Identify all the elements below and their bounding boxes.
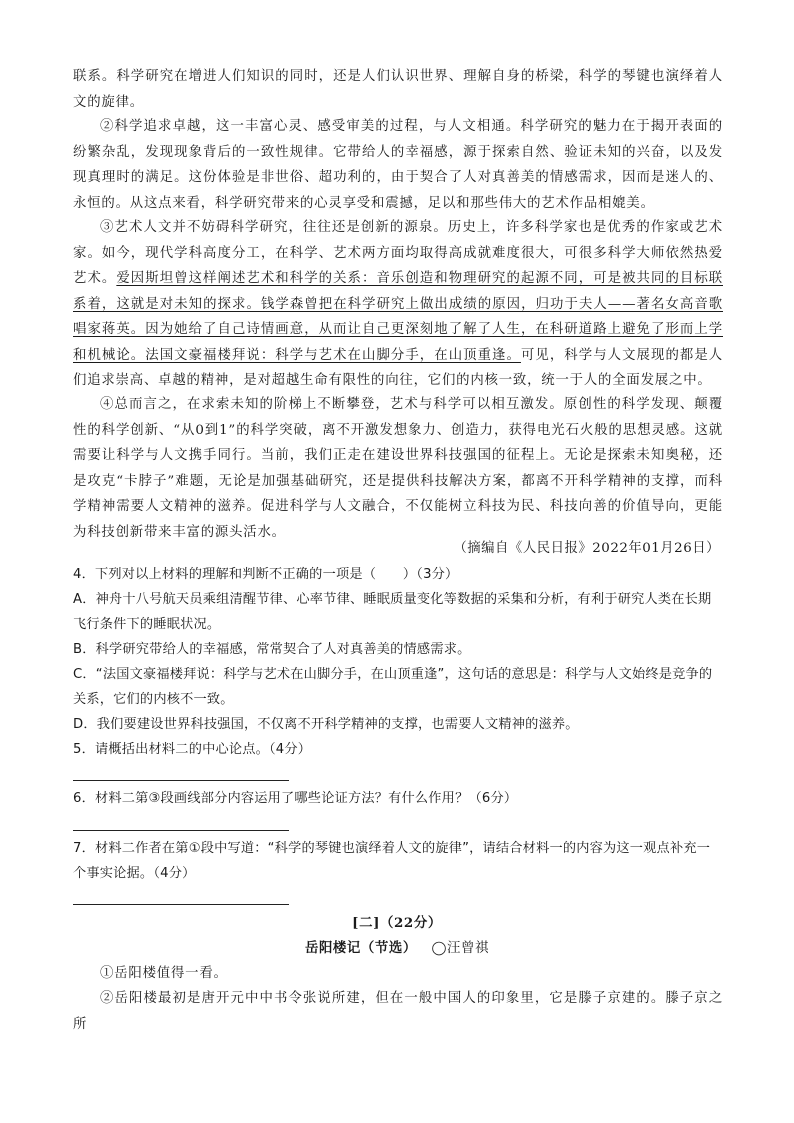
question-6: 6．材料二第③段画线部分内容运用了哪些论证方法？有什么作用？（6分） — [73, 791, 518, 806]
question-7: 7．材料二作者在第①段中写道：“科学的琴键也演绎着人文的旋律”，请结合材料一的内容为这一观点补充一个事实论据。（4分） — [73, 841, 711, 881]
passage-paragraph-continued: 联系。科学研究在增进人们知识的同时，还是人们认识世界、理解自身的桥梁，科学的琴键也演绎着人文的旋律。 — [73, 69, 723, 110]
paragraph-3-tail: 可见，科学与人文展现的都是人们追求崇高、卓越的精神，是对超越生命有限性的向往，它们的内核一致，统一于人的全面发展之中。 — [73, 347, 723, 388]
article-author: ◯汪曾祺 — [431, 941, 490, 956]
answer-line-q5 — [73, 780, 289, 781]
passage-paragraph-2: ②科学追求卓越，这一丰富心灵、感受审美的过程，与人文相通。科学研究的魅力在于揭开表面的纷繁杂乱，发现现象背后的一致性规律。它带给人的幸福感，源于探索自然、验证未知的兴奋，以及发现真理时的满足。这份体验是非世俗、超功利的，由于契合了人对真善美的情感需求，因而是迷人的、永恒的。从这点来看，科学研究带来的心灵享受和震撼，足以和那些伟大的艺术作品相媲美。 — [73, 119, 723, 211]
question-4-option-d: D．我们要建设世界科技强国，不仅离不开科学精神的支撑，也需要人文精神的滋养。 — [73, 717, 579, 732]
question-4-option-c: C．“法国文豪福楼拜说：科学与艺术在山脚分手，在山顶重逢”，这句话的意思是：科学与人文始终是竞争的关系，它们的内核不一致。 — [73, 667, 713, 707]
question-4-stem: 4．下列对以上材料的理解和判断不正确的一项是（ ）（3分） — [73, 567, 459, 582]
question-5: 5．请概括出材料二的中心论点。（4分） — [73, 742, 312, 757]
section-2-title-line — [0, 936, 794, 961]
question-4-option-b: B．科学研究带给人的幸福感，常常契合了人对真善美的情感需求。 — [73, 642, 471, 657]
article-paragraph-2: ②岳阳楼最初是唐开元中中书令张说所建，但在一般中国人的印象里，它是滕子京建的。滕子京之所 — [73, 991, 723, 1032]
article-title: 岳阳楼记（节选） — [304, 940, 417, 956]
question-4-option-a: A．神舟十八号航天员乘组清醒节律、心率节律、睡眠质量变化等数据的采集和分析，有利于研究人类在长期飞行条件下的睡眠状况。 — [73, 592, 712, 632]
passage-paragraph-4: ④总而言之，在求索未知的阶梯上不断攀登，艺术与科学可以相互激发。原创性的科学发现、颠覆性的科学创新、“从0到1”的科学突破，离不开激发想象力、创造力，获得电光石火般的思想灵感。这就需要让科学与人文携手同行。当前，我们正走在建设世界科技强国的征程上。无论是探索未知奥秘，还是攻克“卡脖子”难题，无论是加强基础研究，还是提供科技解决方案，都离不开科学精神的支撑，而科学精神需要人文精神的滋养。促进科学与人文融合，不仅能树立科技为民、科技向善的价值导向，更能为科技创新带来丰富的源头活水。 — [73, 397, 723, 540]
article-paragraph-1: ①岳阳楼值得一看。 — [100, 966, 228, 981]
answer-line-q6 — [73, 830, 289, 831]
paragraph-3-underlined: 爱因斯坦曾这样阐述艺术和科学的关系：音乐创造和物理研究的起源不同，可是被共同的目标联系着，这就是对未知的探求。钱学森曾把在科学研究上做出成绩的原因，归功于夫人——著名女高音歌唱家蒋英。因为她给了自己诗情画意，从而让自己更深刻地了解了人生，在科研道路上避免了形而上学和机械论。法国文豪福楼拜说：科学与艺术在山脚分手，在山顶重逢。 — [73, 271, 723, 363]
answer-line-q7 — [73, 904, 289, 905]
section-2-heading: [二]（22分） — [352, 915, 442, 931]
passage-paragraph-3 — [73, 215, 723, 394]
source-citation: （摘编自《人民日报》2022年01月26日） — [453, 541, 720, 556]
paragraph-3-lead: ③艺术人文并不妨碍科学研究，往往还是创新的源泉。历史上，许多科学家也是优秀的作家或艺术家。如今，现代学科高度分工，在科学、艺术两方面均取得高成就难度很大，可很多科学大师依然热爱艺术。 — [73, 220, 723, 286]
